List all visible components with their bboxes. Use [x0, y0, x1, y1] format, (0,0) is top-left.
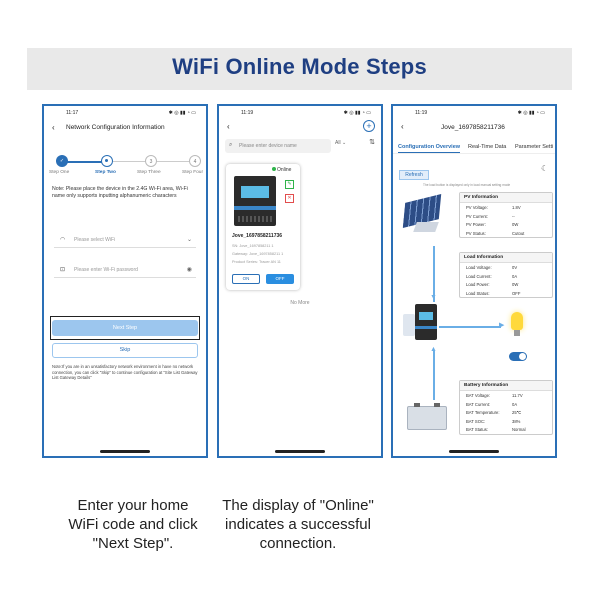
phone-network-config — [42, 104, 208, 458]
load-key: Load Power: — [466, 282, 490, 288]
wifi-select-placeholder: Please select WiFi — [74, 237, 116, 243]
step-four-dot: 4 — [189, 155, 201, 167]
battery-value: 11.7V — [512, 393, 523, 398]
step-label-two: Step Two — [95, 170, 116, 175]
step-label-three: Step Three — [137, 170, 161, 175]
tab-parameter-settings[interactable]: Parameter Setti — [515, 144, 554, 150]
pv-row — [460, 212, 552, 221]
filter-select[interactable]: All ⌄ — [335, 140, 347, 146]
pv-value: -- — [512, 213, 515, 219]
online-status — [272, 167, 291, 173]
status-time: 11:17 — [66, 110, 79, 116]
skip-button[interactable]: Skip — [52, 343, 198, 358]
device-title: Jove_1697858211736 — [441, 124, 505, 131]
wifi-icon: ◠ — [60, 237, 66, 243]
home-indicator — [100, 450, 150, 453]
phone-device-list — [217, 104, 383, 458]
battery-key: BAT Status: — [466, 427, 488, 433]
pv-key: PV Status: — [466, 230, 486, 236]
search-placeholder: Please enter device name — [239, 143, 297, 149]
pv-key: PV Voltage: — [466, 205, 488, 210]
status-icons: ✱ ◎ ▮▮ ◔ ▭ — [343, 110, 371, 116]
arrow-right-icon: ▶ — [499, 322, 505, 329]
pv-value: Cutout — [512, 230, 525, 236]
device-gateway: Gateway: Jove_1697858211 1 — [232, 252, 284, 256]
step-one-check-icon: ✓ — [56, 155, 68, 167]
battery-key: BAT Voltage: — [466, 393, 491, 398]
lock-icon: ⊡ — [60, 267, 66, 273]
pv-key: PV Current: — [466, 213, 488, 219]
controller-stand — [403, 314, 415, 336]
wifi-password-field[interactable] — [54, 262, 196, 278]
status-icons: ✱ ◎ ▮▮ ◔ ▭ — [168, 110, 196, 116]
battery-key: BAT Current: — [466, 401, 491, 407]
no-more-text: No More — [290, 300, 310, 306]
solar-panel-base — [413, 222, 439, 232]
load-row — [460, 263, 552, 272]
light-bulb-icon — [511, 312, 523, 336]
caption-online: The display of "Online" indicates a successful connection. — [222, 497, 374, 552]
load-flow-line — [439, 326, 501, 328]
load-value: 0A — [512, 273, 518, 279]
load-value: 0W — [512, 282, 519, 288]
load-key: Load Status: — [466, 290, 490, 296]
step-label-four: Step Four — [182, 170, 204, 175]
wifi-select-field[interactable] — [54, 232, 196, 248]
skip-note: Note:If you are in an unsatisfactory network environment in have no network connection, you can click "Skip" to continue configuration at "Site List Gateway List Gateway Details" — [52, 364, 198, 381]
pv-value: 0W — [512, 222, 519, 228]
back-arrow-icon[interactable]: ‹ — [227, 122, 230, 131]
phone-config-overview — [391, 104, 557, 458]
screen-title: Network Configuration Information — [66, 124, 165, 131]
charge-controller-image — [415, 304, 437, 340]
status-bar — [219, 110, 381, 118]
device-series: Product Series: Tracer AN 11 — [232, 260, 281, 264]
load-row — [460, 280, 552, 289]
pv-row — [460, 203, 552, 212]
load-row — [460, 272, 552, 281]
battery-row — [460, 391, 552, 400]
status-time: 11:19 — [415, 110, 428, 116]
battery-row — [460, 408, 552, 417]
pv-key: PV Power: — [466, 222, 486, 228]
add-device-icon[interactable]: + — [363, 120, 375, 132]
pv-row — [460, 229, 552, 238]
load-value: 0V — [512, 265, 518, 270]
screen-header — [44, 122, 206, 134]
battery-info-box — [459, 380, 553, 435]
online-dot — [272, 167, 276, 171]
device-sn: SN: Jove_1697858211 1 — [232, 244, 274, 248]
caption-enter-wifi: Enter your home WiFi code and click "Next Step". — [68, 497, 198, 552]
battery-flow-line — [433, 350, 435, 400]
load-key: Load Voltage: — [466, 265, 492, 270]
arrow-down-icon: ▼ — [430, 294, 437, 301]
battery-image — [407, 406, 447, 430]
edit-icon[interactable]: ✎ — [285, 180, 294, 189]
battery-info-title: Battery Information — [460, 381, 552, 391]
step-three-dot: 3 — [145, 155, 157, 167]
off-button[interactable]: OFF — [266, 274, 294, 284]
home-indicator — [275, 450, 325, 453]
pv-info-box — [459, 192, 553, 238]
step-two-dot — [101, 155, 113, 167]
status-icons: ✱ ◎ ▮▮ ◔ ▭ — [517, 110, 545, 116]
battery-row — [460, 400, 552, 409]
tab-configuration-overview[interactable]: Configuration Overview — [398, 144, 460, 153]
step-label-one: Step One — [49, 170, 70, 175]
load-info-box — [459, 252, 553, 298]
sort-icon[interactable]: ⇅ — [369, 139, 375, 146]
load-key: Load Current: — [466, 273, 492, 279]
battery-key: BAT SOC: — [466, 418, 486, 424]
battery-value: Normal — [512, 427, 526, 433]
device-card[interactable] — [226, 164, 300, 290]
chevron-down-icon: ⌄ — [186, 237, 192, 243]
tab-bar — [393, 142, 555, 154]
status-time: 11:19 — [241, 110, 254, 116]
battery-key: BAT Temperature: — [466, 410, 500, 416]
status-bar — [393, 110, 555, 118]
status-bar — [44, 110, 206, 118]
password-placeholder: Please enter Wi-Fi password — [74, 267, 138, 273]
delete-icon[interactable]: ✕ — [285, 194, 294, 203]
load-value: OFF — [512, 290, 521, 296]
online-label: Online — [277, 167, 292, 173]
pv-row — [460, 220, 552, 229]
pv-value: 1.8V — [512, 205, 521, 210]
load-button-note: The load button is displayed only in load manual setting mode — [423, 183, 511, 187]
on-button[interactable]: ON — [232, 274, 260, 284]
filter-value: All — [335, 140, 341, 146]
moon-icon: ☾ — [541, 164, 549, 173]
battery-value: 25℃ — [512, 410, 522, 416]
charge-controller-image — [234, 176, 276, 226]
banner-title: WiFi Online Mode Steps — [172, 54, 427, 79]
arrow-up-icon: ▲ — [430, 346, 437, 353]
back-arrow-icon[interactable]: ‹ — [401, 122, 404, 131]
battery-row — [460, 425, 552, 434]
load-toggle[interactable] — [509, 352, 527, 361]
battery-value: 38% — [512, 418, 521, 424]
next-step-button[interactable]: Next Step — [52, 320, 198, 336]
refresh-button[interactable]: Refresh — [399, 170, 429, 180]
banner — [27, 48, 572, 90]
wifi-note: Note: Please place the device in the 2.4G Wi-Fi area, Wi-Fi name only supports inputting alphanumeric characters — [52, 186, 188, 200]
device-search-input[interactable] — [225, 139, 331, 153]
home-indicator — [449, 450, 499, 453]
search-icon: ⌕ — [229, 142, 233, 148]
device-name: Jove_1697858211736 — [232, 233, 283, 239]
eye-icon[interactable]: ◉ — [186, 267, 192, 273]
pv-info-title: PV Information — [460, 193, 552, 203]
tab-real-time-data[interactable]: Real-Time Data — [468, 144, 507, 150]
load-row — [460, 289, 552, 298]
battery-row — [460, 417, 552, 426]
load-info-title: Load Information — [460, 253, 552, 263]
back-arrow-icon[interactable]: ‹ — [52, 123, 55, 132]
battery-value: 0A — [512, 401, 518, 407]
